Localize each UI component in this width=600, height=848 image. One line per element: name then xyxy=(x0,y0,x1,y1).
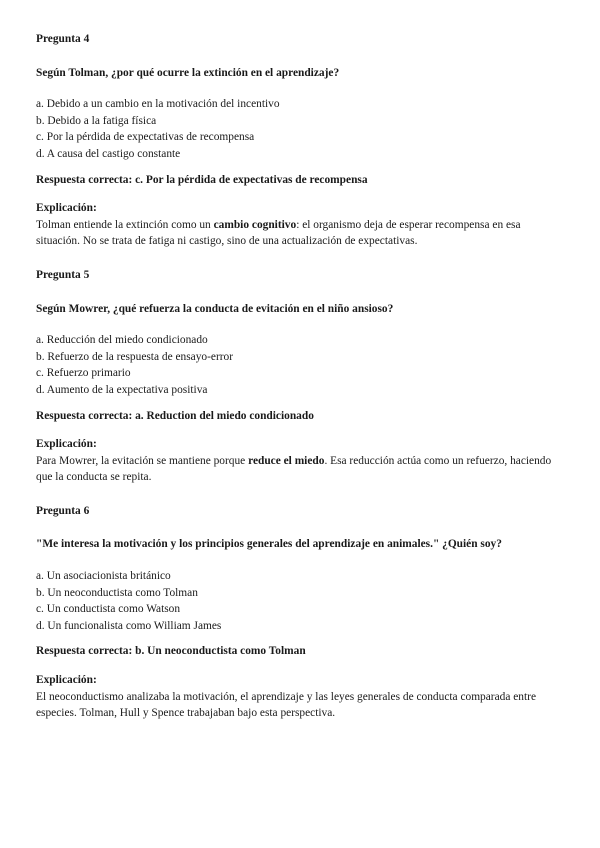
explanation-text xyxy=(36,453,560,486)
question-block-4 xyxy=(36,31,560,250)
question-text: Según Mowrer, ¿qué refuerza la conducta de evitación en el niño ansioso? xyxy=(36,302,394,315)
option-b: b. Un neoconductista como Tolman xyxy=(36,586,198,599)
explanation-label: Explicación: xyxy=(36,674,97,687)
option-a: a. Reducción del miedo condicionado xyxy=(36,334,208,347)
correct-answer: Respuesta correcta: c. Por la pérdida de expectativas de recompensa xyxy=(36,173,368,186)
explanation-text xyxy=(36,217,560,250)
question-text: "Me interesa la motivación y los principios generales del aprendizaje en animales." ¿Quién soy? xyxy=(36,538,502,551)
explanation-text: El neoconductismo analizaba la motivación, el aprendizaje y las leyes generales de conducta comparada entre especies. Tolman, Hull y Spence trabajaban bajo esta perspectiva. xyxy=(36,690,537,720)
option-a: a. Debido a un cambio en la motivación del incentivo xyxy=(36,98,280,111)
option-d: d. A causa del castigo constante xyxy=(36,147,181,160)
option-b: b. Debido a la fatiga física xyxy=(36,114,157,127)
option-c: c. Por la pérdida de expectativas de recompensa xyxy=(36,131,255,144)
explanation-text-end: . Esa reducción actúa como un refuerzo, haciendo que la conducta se repita. xyxy=(36,454,552,484)
explanation-label: Explicación: xyxy=(36,202,97,215)
option-c: c. Un conductista como Watson xyxy=(36,603,181,616)
question-block-5 xyxy=(36,267,560,486)
option-d: d. Un funcionalista como William James xyxy=(36,619,222,632)
option-a: a. Un asociacionista británico xyxy=(36,570,171,583)
explanation-label: Explicación: xyxy=(36,438,97,451)
option-b: b. Refuerzo de la respuesta de ensayo-error xyxy=(36,350,234,363)
options-list xyxy=(36,332,560,398)
explanation-emphasis: reduce el miedo xyxy=(248,454,325,467)
question-heading: Pregunta 4 xyxy=(36,33,90,45)
question-heading: Pregunta 6 xyxy=(36,504,90,517)
question-heading: Pregunta 5 xyxy=(36,268,90,281)
options-list xyxy=(36,96,560,162)
question-block-6 xyxy=(36,503,560,722)
explanation-text-start: Para Mowrer, la evitación se mantiene porque xyxy=(36,454,249,467)
explanation-text-start: Tolman entiende la extinción como un xyxy=(36,218,214,231)
option-c: c. Refuerzo primario xyxy=(36,367,131,380)
correct-answer: Respuesta correcta: a. Reduction del miedo condicionado xyxy=(36,409,314,422)
options-list xyxy=(36,568,560,634)
explanation-emphasis: cambio cognitivo xyxy=(213,218,297,231)
question-text: Según Tolman, ¿por qué ocurre la extinción en el aprendizaje? xyxy=(36,66,340,79)
option-d: d. Aumento de la expectativa positiva xyxy=(36,383,208,396)
correct-answer: Respuesta correcta: b. Un neoconductista como Tolman xyxy=(36,645,306,658)
explanation-text-end: : el organismo deja de esperar recompensa en esa situación. No se trata de fatiga ni castigo, sino de una actualización de expectativas. xyxy=(36,218,521,248)
